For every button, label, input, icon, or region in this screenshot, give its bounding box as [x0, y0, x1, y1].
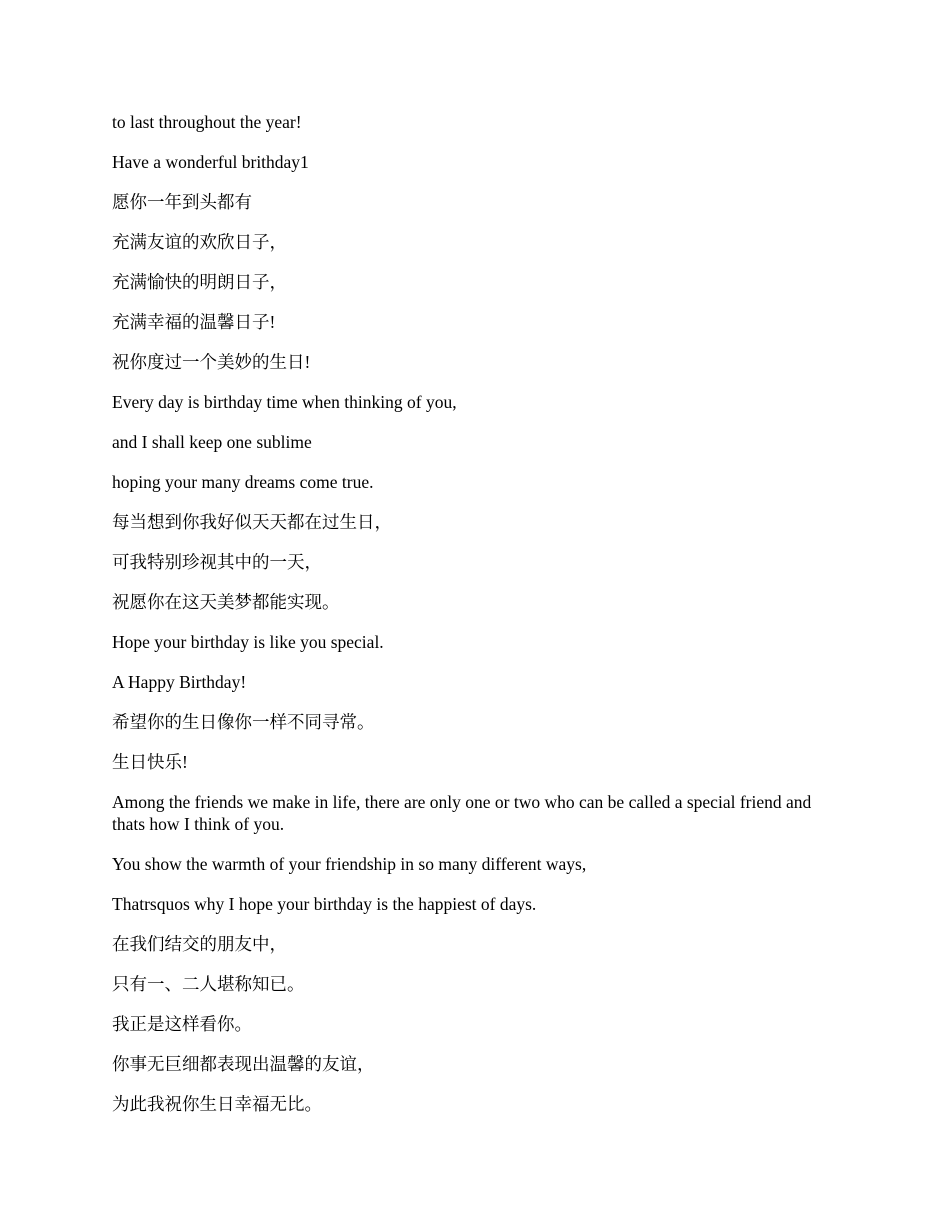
paragraph-15: A Happy Birthday!: [112, 672, 247, 692]
paragraph-3: 愿你一年到头都有: [112, 192, 252, 212]
paragraph-25: 为此我祝你生日幸福无比。: [112, 1094, 322, 1114]
paragraph-5: 充满愉快的明朗日子，: [112, 272, 287, 292]
paragraph-18: Among the friends we make in life, there are only one or two who can be called a special friend and thats how I think of you.: [112, 792, 812, 834]
paragraph-12: 可我特别珍视其中的一天，: [112, 552, 322, 572]
paragraph-23: 我正是这样看你。: [112, 1014, 252, 1034]
paragraph-13: 祝愿你在这天美梦都能实现。: [112, 592, 340, 612]
paragraph-8: Every day is birthday time when thinking of you,: [112, 392, 457, 412]
paragraph-20: Thatrsquos why I hope your birthday is the happiest of days.: [112, 894, 537, 914]
paragraph-17: 生日快乐!: [112, 752, 188, 772]
paragraph-7: 祝你度过一个美妙的生日!: [112, 352, 311, 372]
paragraph-19: You show the warmth of your friendship in so many different ways,: [112, 854, 587, 874]
paragraph-1: to last throughout the year!: [112, 112, 302, 132]
document-body: [112, 111, 838, 1133]
paragraph-4: 充满友谊的欢欣日子，: [112, 232, 287, 252]
paragraph-9: and I shall keep one sublime: [112, 432, 312, 452]
paragraph-24: 你事无巨细都表现出温馨的友谊，: [112, 1054, 375, 1074]
paragraph-22: 只有一、二人堪称知已。: [112, 974, 305, 994]
paragraph-11: 每当想到你我好似天天都在过生日，: [112, 512, 392, 532]
paragraph-6: 充满幸福的温馨日子!: [112, 312, 276, 332]
paragraph-21: 在我们结交的朋友中，: [112, 934, 287, 954]
paragraph-2: Have a wonderful brithday1: [112, 152, 309, 172]
paragraph-14: Hope your birthday is like you special.: [112, 632, 384, 652]
paragraph-16: 希望你的生日像你一样不同寻常。: [112, 712, 375, 732]
paragraph-10: hoping your many dreams come true.: [112, 472, 374, 492]
